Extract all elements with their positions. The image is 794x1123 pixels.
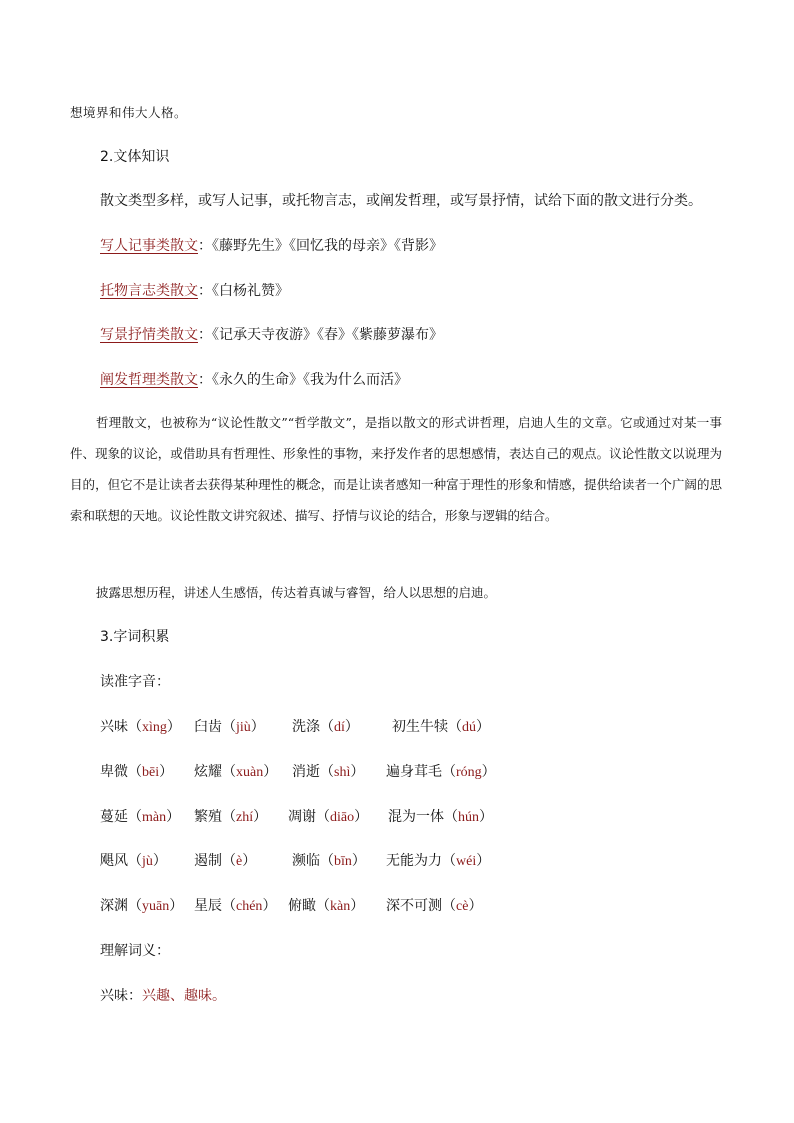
pron-item: 俯瞰（kàn） xyxy=(288,898,365,914)
category-4 xyxy=(100,371,408,389)
pron-row-2 xyxy=(100,763,496,782)
pron-item: 卑微（bēi） xyxy=(100,764,174,780)
pron-item: 混为一体（hún） xyxy=(388,809,493,825)
pron-item: 飓风（jù） xyxy=(100,853,167,869)
category-label-narrative: 写人记事类散文 xyxy=(100,238,198,254)
pron-row-1 xyxy=(100,718,490,737)
philosophy-essay-summary: 披露思想历程，讲述人生感悟，传达着真诚与睿智，给人以思想的启迪。 xyxy=(96,585,497,600)
intro-tail: 想境界和伟大人格。 xyxy=(70,105,188,120)
pron-item: 遏制（è） xyxy=(194,853,257,869)
meaning-definition: 兴趣、趣味。 xyxy=(142,988,226,1004)
pron-item: 星辰（chén） xyxy=(194,898,277,914)
category-works: ：《永久的生命》《我为什么而活》 xyxy=(198,372,408,388)
pron-row-5 xyxy=(100,897,482,916)
pron-item: 繁殖（zhí） xyxy=(194,809,268,825)
category-works: ：《白杨礼赞》 xyxy=(198,283,289,299)
category-works: ：《藤野先生》《回忆我的母亲》《背影》 xyxy=(198,238,443,254)
section-2-heading: 2.文体知识 xyxy=(100,149,170,165)
category-label-symbolic: 托物言志类散文 xyxy=(100,283,198,299)
pron-item: 洗涤（dí） xyxy=(292,719,359,735)
pron-item: 臼齿（jiù） xyxy=(194,719,265,735)
category-label-philosophical: 阐发哲理类散文 xyxy=(100,372,198,388)
pron-item: 兴味（xìng） xyxy=(100,719,181,735)
pron-item: 凋谢（diāo） xyxy=(288,809,369,825)
pron-item: 炫耀（xuàn） xyxy=(194,764,278,780)
pron-item: 遍身茸毛（róng） xyxy=(386,764,496,780)
category-3 xyxy=(100,326,443,344)
meaning-term: 兴味： xyxy=(100,988,142,1004)
pron-item: 濒临（bīn） xyxy=(292,853,366,869)
pron-row-4 xyxy=(100,852,490,871)
pron-item: 深不可测（cè） xyxy=(386,898,483,914)
category-2 xyxy=(100,282,289,300)
pron-item: 消逝（shì） xyxy=(292,764,365,780)
pron-row-3 xyxy=(100,808,493,827)
category-works: ：《记承天寺夜游》《春》《紫藤萝瀑布》 xyxy=(198,327,443,343)
meaning-entry xyxy=(100,987,226,1005)
pron-item: 深渊（yuān） xyxy=(100,898,184,914)
pron-item: 蔓延（màn） xyxy=(100,809,181,825)
meaning-title: 理解词义： xyxy=(100,943,170,959)
section-2-lead: 散文类型多样，或写人记事，或托物言志，或阐发哲理，或写景抒情，试给下面的散文进行分类。 xyxy=(100,193,702,209)
pron-item: 初生牛犊（dú） xyxy=(392,719,490,735)
section-3-heading: 3.字词积累 xyxy=(100,629,170,645)
category-label-lyrical: 写景抒情类散文 xyxy=(100,327,198,343)
category-1 xyxy=(100,237,443,255)
pronunciation-title: 读准字音： xyxy=(100,674,170,690)
philosophy-essay-paragraph: 哲理散文，也被称为“议论性散文”“哲学散文”，是指以散文的形式讲哲理，启迪人生的文章。它或通过对某一事件、现象的议论，或借助具有哲理性、形象性的事物，来抒发作者的思想感情，表达自己的观点。议论性散文以说理为目的，但它不是让读者去获得某种理性的概念，而是让读者感知一种富于理性的形象和情感，提供给读者一个广阔的思索和联想的天地。议论性散文讲究叙述、描写、抒情与议论的结合，形象与逻辑的结合。 xyxy=(70,415,722,523)
pron-item: 无能为力（wéi） xyxy=(386,853,491,869)
